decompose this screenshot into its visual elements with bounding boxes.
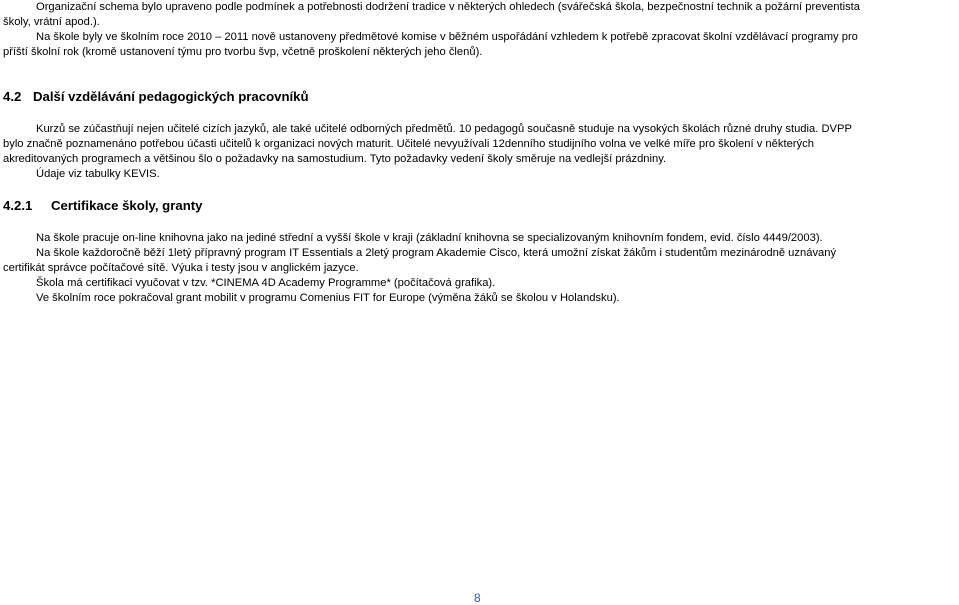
committees-line-2: příští školní rok (kromě ustanovení týmu pro tvorbu švp, včetně proškolení některých jeho členů). xyxy=(3,46,483,58)
training-paragraph xyxy=(3,122,958,182)
certification-line-5: Ve školním roce pokračoval grant mobilit v programu Comenius FIT for Europe (výměna žáků se školou v Holandsku). xyxy=(36,292,620,304)
subsection-title: Certifikace školy, granty xyxy=(51,198,203,213)
certification-line-3: certifikát správce počítačové sítě. Výuka i testy jsou v anglickém jazyce. xyxy=(3,262,359,274)
committees-line-1: Na škole byly ve školním roce 2010 – 2011 nově ustanoveny předmětové komise v běžném uspořádání vzhledem k potřebě zpracovat školní vzdělávací programy pro xyxy=(36,31,858,43)
certification-line-1: Na škole pracuje on-line knihovna jako na jediné střední a vyšší škole v kraji (základní knihovna se specializovaným knihovním fondem, evid. číslo 4449/2003). xyxy=(36,232,823,244)
committees-paragraph xyxy=(3,30,958,60)
training-line-4: Údaje viz tabulky KEVIS. xyxy=(36,168,160,180)
training-line-2: bylo značně poznamenáno potřebou účasti učitelů k organizaci nových maturit. Učitelé nevyužívali 12denního studijního volna ve velké míře pro školení v některých xyxy=(3,138,814,150)
section-heading-4-2-1 xyxy=(3,198,202,214)
training-line-1: Kurzů se zúčastňují nejen učitelé cizích jazyků, ale také učitelé odborných předmětů. 10 pedagogů současně studuje na vysokých školách různé druhy studia. DVPP xyxy=(36,123,852,135)
certification-line-2: Na škole každoročně běží 1letý přípravný program IT Essentials a 2letý program Akademie Cisco, která umožní získat žákům i studentům mezinárodně uznávaný xyxy=(36,247,837,259)
intro-line-2: školy, vrátní apod.). xyxy=(3,16,100,28)
section-heading-4-2 xyxy=(3,89,309,105)
intro-paragraph xyxy=(3,0,958,30)
section-title: Další vzdělávání pedagogických pracovníků xyxy=(33,89,309,104)
page-number: 8 xyxy=(474,591,481,605)
training-line-3: akreditovaných programech a většinou šlo o požadavky na samostudium. Tyto požadavky vedení školy směruje na vedlejší prázdniny. xyxy=(3,153,667,165)
subsection-number: 4.2.1 xyxy=(3,198,33,213)
certification-paragraph xyxy=(3,231,958,306)
section-number: 4.2 xyxy=(3,89,22,104)
certification-line-4: Škola má certifikaci vyučovat v tzv. *CINEMA 4D Academy Programme* (počítačová grafika). xyxy=(36,277,496,289)
intro-line-1: Organizační schema bylo upraveno podle podmínek a potřebnosti dodržení tradice v některých ohledech (svářečská škola, bezpečnostní technik a požární preventista xyxy=(36,1,860,13)
